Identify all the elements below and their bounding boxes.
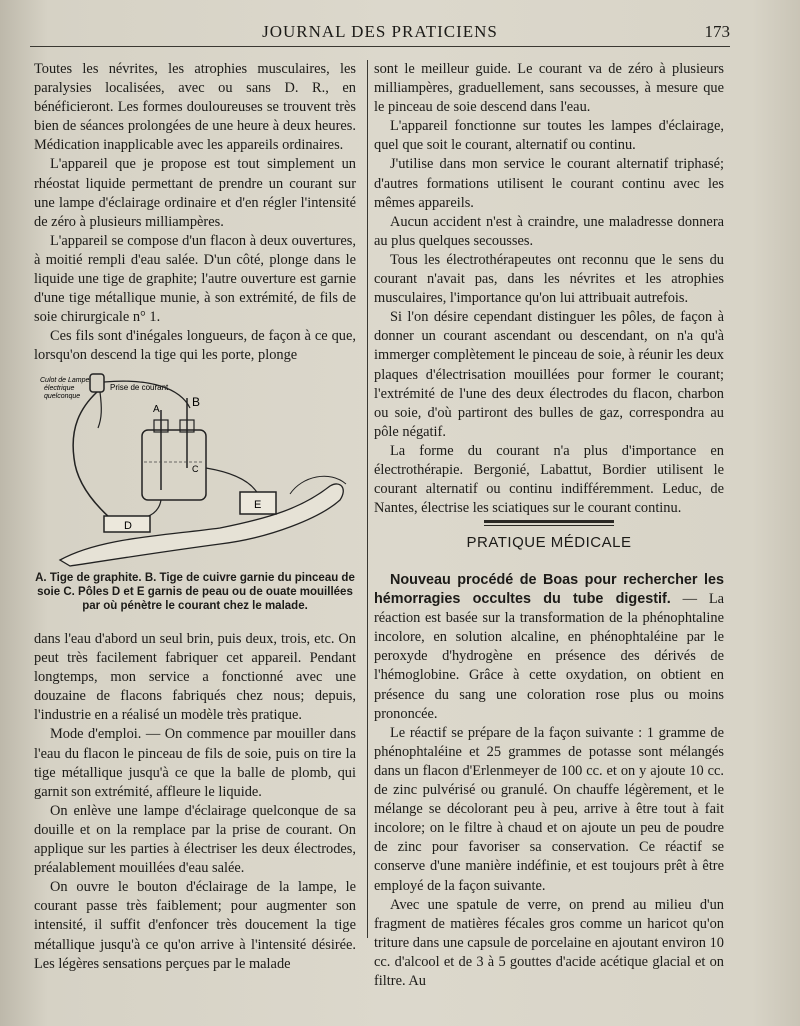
paragraph: Toutes les névrites, les atrophies musculaires, les paralysies localisées, avec ou sans D. R., en bénéficieront. Les formes douloureuses se trouvent très bien de séances prolongées de une heure à deux heures. Médication inapplicable avec les appareils ordinaires. xyxy=(34,61,356,154)
plug-shape xyxy=(90,374,104,392)
figure-label-lamp-2: électrique xyxy=(44,385,75,392)
paragraph: La forme du courant n'a plus d'importance en électrothérapie. Bergonié, Labattut, Bordier utilisent le courant alternatif ou continu indifféremment. Leduc, de Nantes, électrise les sciatiques sur le courant continu. xyxy=(374,442,724,517)
left-column-bottom xyxy=(34,630,356,974)
article-title: Nouveau procédé de Boas pour rechercher les hémorragies occultes du tube digestif. xyxy=(374,572,724,608)
figure-label-d: D xyxy=(124,520,132,532)
paragraph: Si l'on désire cependant distinguer les pôles, de façon à donner un courant ascendant ou descendant, on n'a qu'à immerger complètement le pinceau de soie, à réunir les deux plaques d'électrisation mouillées pour former le courant; l'extrémité de l'une des deux électrodes du flacon, charbon ou soie, d'où partiront des bulles de gaz, correspondra au pôle négatif. xyxy=(374,309,724,440)
article-lead-paragraph xyxy=(374,571,724,724)
figure-label-outlet: Prise de courant xyxy=(110,383,169,392)
wire-to-e xyxy=(206,468,258,494)
paragraph: On enlève une lampe d'éclairage quelconque de sa douille et on la remplace par la prise de courant. On applique sur les parties à électriser les deux électrodes, préalablement mouillées d'eau salée. xyxy=(34,802,356,877)
page-number: 173 xyxy=(704,22,730,41)
apparatus-figure xyxy=(40,368,356,568)
paragraph: On ouvre le bouton d'éclairage de la lampe, le courant passe très faiblement; pour augmenter son intensité, il suffit d'enfoncer très doucement la tige métallique jusqu'à ce qu'on arrive à l'intensité désirée. Les légères sensations perçues par le malade xyxy=(34,879,356,972)
left-column-top xyxy=(34,60,356,366)
wire-left xyxy=(73,392,110,518)
paragraph: Mode d'emploi. — On commence par mouiller dans l'eau du flacon le pinceau de fils de soie, puis on tire la tige métallique jusqu'à ce que la balle de plomb, qui garnit son extrémité, affleure le liquide. xyxy=(34,726,356,800)
right-column xyxy=(374,60,724,518)
figure-label-a: A xyxy=(153,404,160,415)
section-heading: PRATIQUE MÉDICALE xyxy=(466,534,632,551)
apparatus-illustration xyxy=(40,368,356,568)
figure-caption: A. Tige de graphite. B. Tige de cuivre garnie du pinceau de soie C. Pôles D et E garnis de peau ou de ouate mouillées par où pénètre le courant chez le malade. xyxy=(35,572,355,612)
paragraph: L'appareil fonctionne sur toutes les lampes d'éclairage, quel que soit le courant, alternatif ou continu. xyxy=(374,118,724,154)
article-lead-text: — La réaction est basée sur la transformation de la phénophtaline incolore, en solution alcaline, en phénophtaléine par le peroxyde d'hydrogène en présence des dérivés de l'hémoglobine. Grâce à cette oxydation, on obtient en présence du sang une coloration rose plus ou moins prononcée. xyxy=(374,591,724,722)
paragraph: Ces fils sont d'inégales longueurs, de façon à ce que, lorsqu'on descend la tige qui les porte, plonge xyxy=(34,328,356,364)
paragraph: L'appareil se compose d'un flacon à deux ouvertures, à moitié rempli d'eau salée. D'un côté, plonge dans le liquide une tige de graphite; l'autre ouverture est garnie d'une tige métallique munie, à son extrémité, de fils de soie chirurgicale n° 1. xyxy=(34,232,356,326)
section-rule-thin xyxy=(484,525,614,526)
paragraph: L'appareil que je propose est tout simplement un rhéostat liquide permettant de prendre un courant sur une lampe d'éclairage ordinaire et d'en régler l'intensité de zéro à plusieurs milliampères. xyxy=(34,156,356,230)
paragraph: dans l'eau d'abord un seul brin, puis deux, trois, etc. On peut très facilement fabriquer cet appareil. Pendant longtemps, mon service a fonctionné avec une douzaine de flacons fabriqués chez nous; depuis, l'industrie en a réalisé un modèle très pratique. xyxy=(34,631,356,724)
figure-label-c: C xyxy=(192,464,199,474)
figure-label-e: E xyxy=(254,499,262,511)
header-rule xyxy=(30,46,730,47)
paragraph: Tous les électrothérapeutes ont reconnu que le sens du courant n'avait pas, dans les névrites et les atrophies musculaires, l'importance qu'on lui attribuait autrefois. xyxy=(374,251,724,307)
journal-title: JOURNAL DES PRATICIENS xyxy=(262,22,498,41)
boas-article xyxy=(374,571,724,991)
paragraph: Le réactif se prépare de la façon suivante : 1 gramme de phénophtaléine et 25 grammes de potasse sont mélangés dans un flacon d'Erlenmeyer de 100 cc. et on y ajoute 10 cc. de zinc pulvérisé ou granulé. On chauffe légèrement, et le mélange se décolorant peu à peu, arrive à être tout à fait incolore; on le filtre à chaud et on ajoute un peu de poudre de zinc pour favoriser sa conservation. Ce réactif se conserve d'une manière indéfinie, et est toujours prêt à être employé de la façon suivante. xyxy=(374,724,724,894)
paragraph: Avec une spatule de verre, on prend au milieu d'un fragment de matières fécales gros comme un haricot qu'on triture dans une capsule de porcelaine en ajoutant environ 10 cc. d'alcool et de 3 à 5 gouttes d'acide acétique glacial et on filtre. Au xyxy=(374,896,724,989)
figure-label-b: B xyxy=(192,395,201,409)
figure-label-lamp-3: quelconque xyxy=(44,393,81,400)
section-rule xyxy=(484,520,614,523)
figure-label-lamp: Culot de Lampe xyxy=(40,377,90,384)
paragraph: sont le meilleur guide. Le courant va de zéro à plusieurs milliampères, graduellement, sans secousses, à mesure que le pinceau de soie descend dans l'eau. xyxy=(374,61,724,116)
column-divider xyxy=(367,60,368,938)
wire-coil xyxy=(98,392,101,428)
running-header xyxy=(30,20,730,44)
paragraph: J'utilise dans mon service le courant alternatif triphasé; d'autres formations utilisent le courant continu avec les mêmes appareils. xyxy=(374,156,724,211)
paragraph: Aucun accident n'est à craindre, une maladresse donnera au plus quelques secousses. xyxy=(374,213,724,249)
